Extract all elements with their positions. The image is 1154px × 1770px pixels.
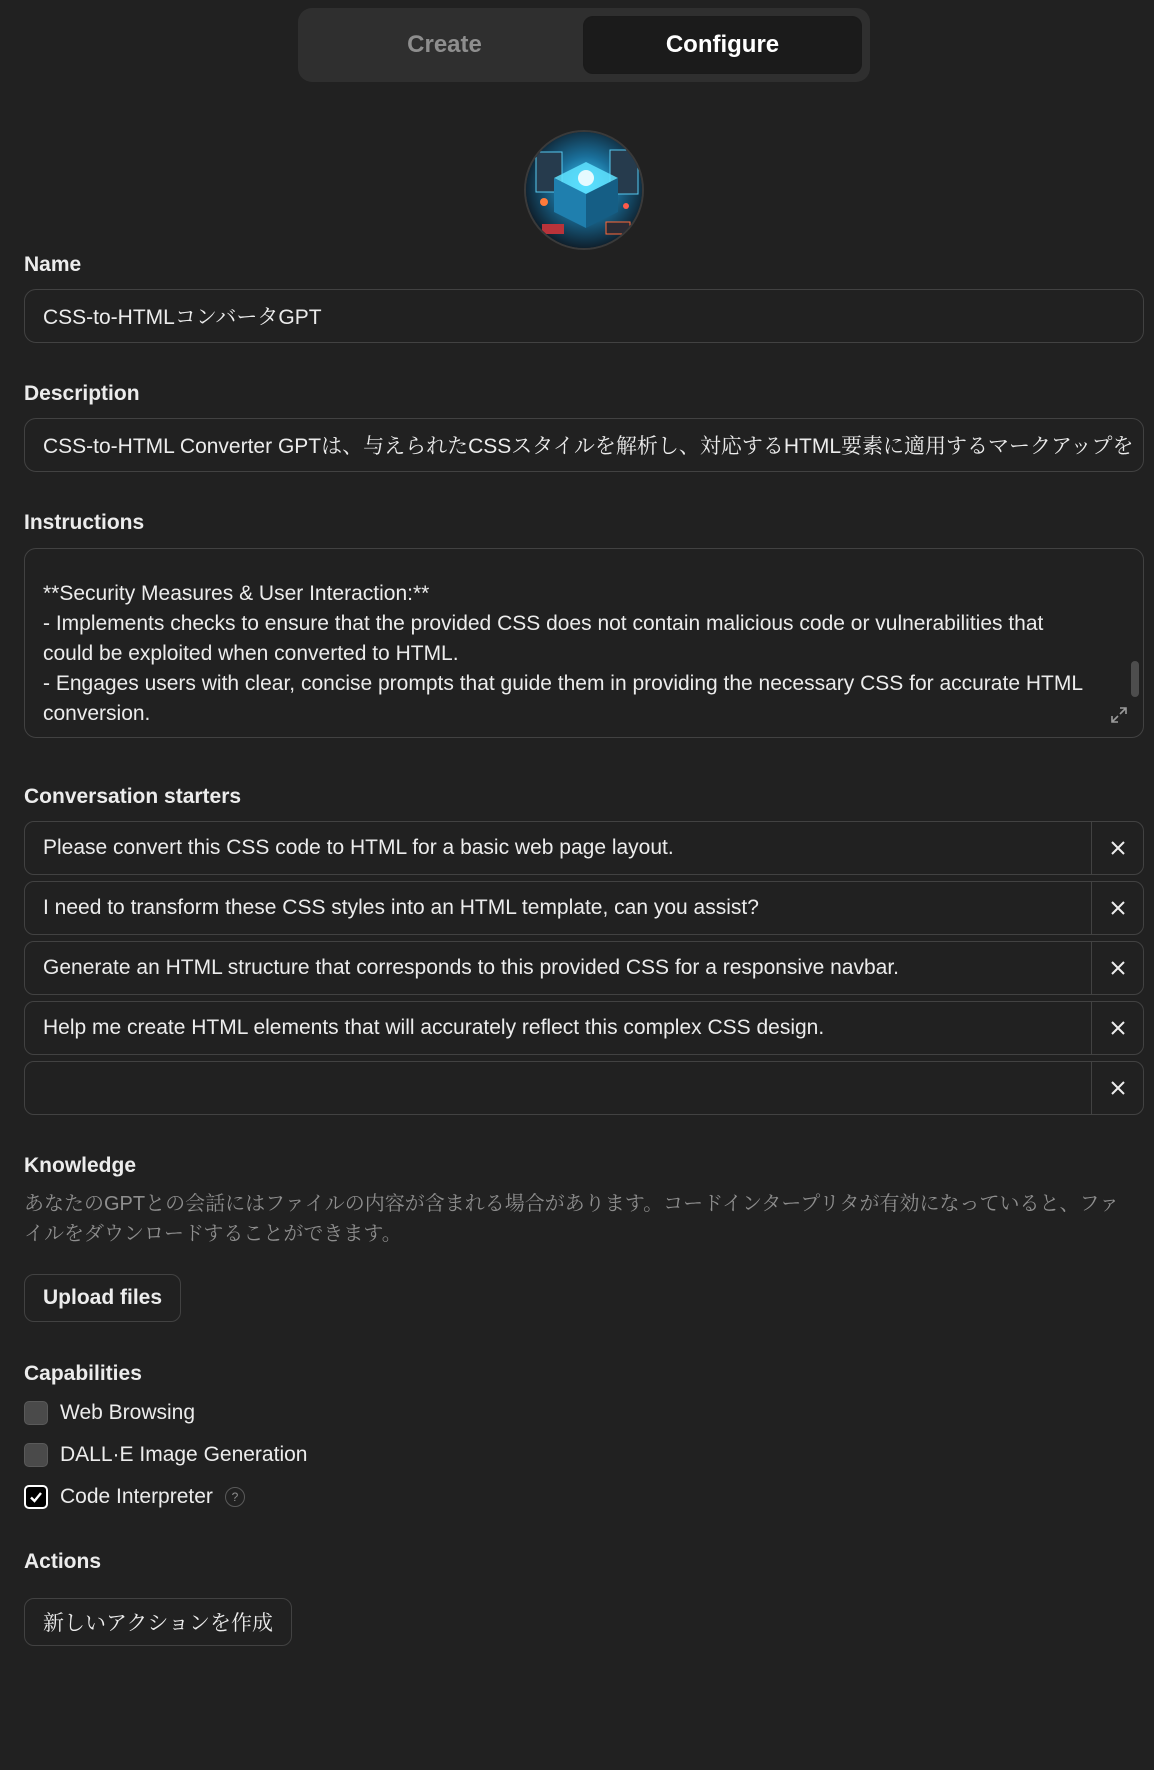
starter-input[interactable]: Help me create HTML elements that will accurately reflect this complex CSS design. xyxy=(43,1016,825,1039)
remove-starter-button[interactable] xyxy=(1091,882,1143,934)
starter-input[interactable]: Please convert this CSS code to HTML for a basic web page layout. xyxy=(43,836,674,859)
instructions-line: - Engages users with clear, concise prompts that guide them in providing the necessary CSS for accurate HTML conversion. xyxy=(43,672,1089,725)
create-action-button[interactable]: 新しいアクションを作成 xyxy=(24,1598,292,1646)
remove-starter-button[interactable] xyxy=(1091,942,1143,994)
tab-create[interactable]: Create xyxy=(407,31,482,58)
description-input[interactable]: CSS-to-HTML Converter GPTは、与えられたCSSスタイルを解析し、対応するHTML要素に適用するマークアップを xyxy=(24,418,1144,472)
remove-starter-button[interactable] xyxy=(1091,1002,1143,1054)
capability-web-browsing xyxy=(24,1398,195,1428)
capability-label: DALL·E Image Generation xyxy=(60,1443,308,1466)
tab-configure[interactable]: Configure xyxy=(583,16,862,74)
actions-label: Actions xyxy=(24,1550,102,1573)
code-interpreter-checkbox[interactable] xyxy=(24,1485,48,1509)
conversation-starter xyxy=(24,881,1144,935)
avatar-image xyxy=(526,132,644,250)
dalle-checkbox[interactable] xyxy=(24,1443,48,1467)
capability-dalle xyxy=(24,1440,307,1470)
close-icon xyxy=(1110,1020,1126,1036)
conversation-starter xyxy=(24,1001,1144,1055)
question-icon[interactable]: ? xyxy=(225,1487,245,1507)
upload-files-button[interactable]: Upload files xyxy=(24,1274,181,1322)
check-icon xyxy=(28,1489,44,1505)
capability-label: Code Interpreter xyxy=(60,1485,213,1508)
close-icon xyxy=(1110,900,1126,916)
description-label: Description xyxy=(24,382,140,405)
capabilities-label: Capabilities xyxy=(24,1362,142,1385)
starter-input[interactable]: Generate an HTML structure that corresponds to this provided CSS for a responsive navbar. xyxy=(43,956,899,979)
name-input[interactable]: CSS-to-HTMLコンバータGPT xyxy=(24,289,1144,343)
expand-icon[interactable] xyxy=(1109,705,1129,725)
conversation-starter xyxy=(24,1061,1144,1115)
capability-code-interpreter xyxy=(24,1482,245,1512)
instructions-line: **Security Measures & User Interaction:** xyxy=(43,582,430,605)
conversation-starter xyxy=(24,941,1144,995)
close-icon xyxy=(1110,840,1126,856)
remove-starter-button[interactable] xyxy=(1091,1062,1143,1114)
starter-input[interactable] xyxy=(25,1062,1091,1114)
instructions-line: - Implements checks to ensure that the provided CSS does not contain malicious code or vulnerabilities that could be exploited when converted to HTML. xyxy=(43,612,1050,665)
starter-input[interactable]: I need to transform these CSS styles into an HTML template, can you assist? xyxy=(43,896,759,919)
conversation-starter xyxy=(24,821,1144,875)
gpt-avatar[interactable] xyxy=(524,130,644,250)
instructions-label: Instructions xyxy=(24,511,145,534)
web-browsing-checkbox[interactable] xyxy=(24,1401,48,1425)
close-icon xyxy=(1110,960,1126,976)
instructions-scrollbar[interactable] xyxy=(1131,661,1139,697)
capability-label: Web Browsing xyxy=(60,1401,196,1424)
close-icon xyxy=(1110,1080,1126,1096)
starters-label: Conversation starters xyxy=(24,785,242,808)
mode-tabs xyxy=(298,8,870,82)
name-label: Name xyxy=(24,253,82,276)
knowledge-description: あなたのGPTとの会話にはファイルの内容が含まれる場合があります。コードインタープリタが有効になっていると、ファイルをダウンロードすることができます。 xyxy=(24,1193,1120,1245)
knowledge-label: Knowledge xyxy=(24,1154,137,1177)
remove-starter-button[interactable] xyxy=(1091,822,1143,874)
instructions-textarea[interactable] xyxy=(24,548,1144,738)
